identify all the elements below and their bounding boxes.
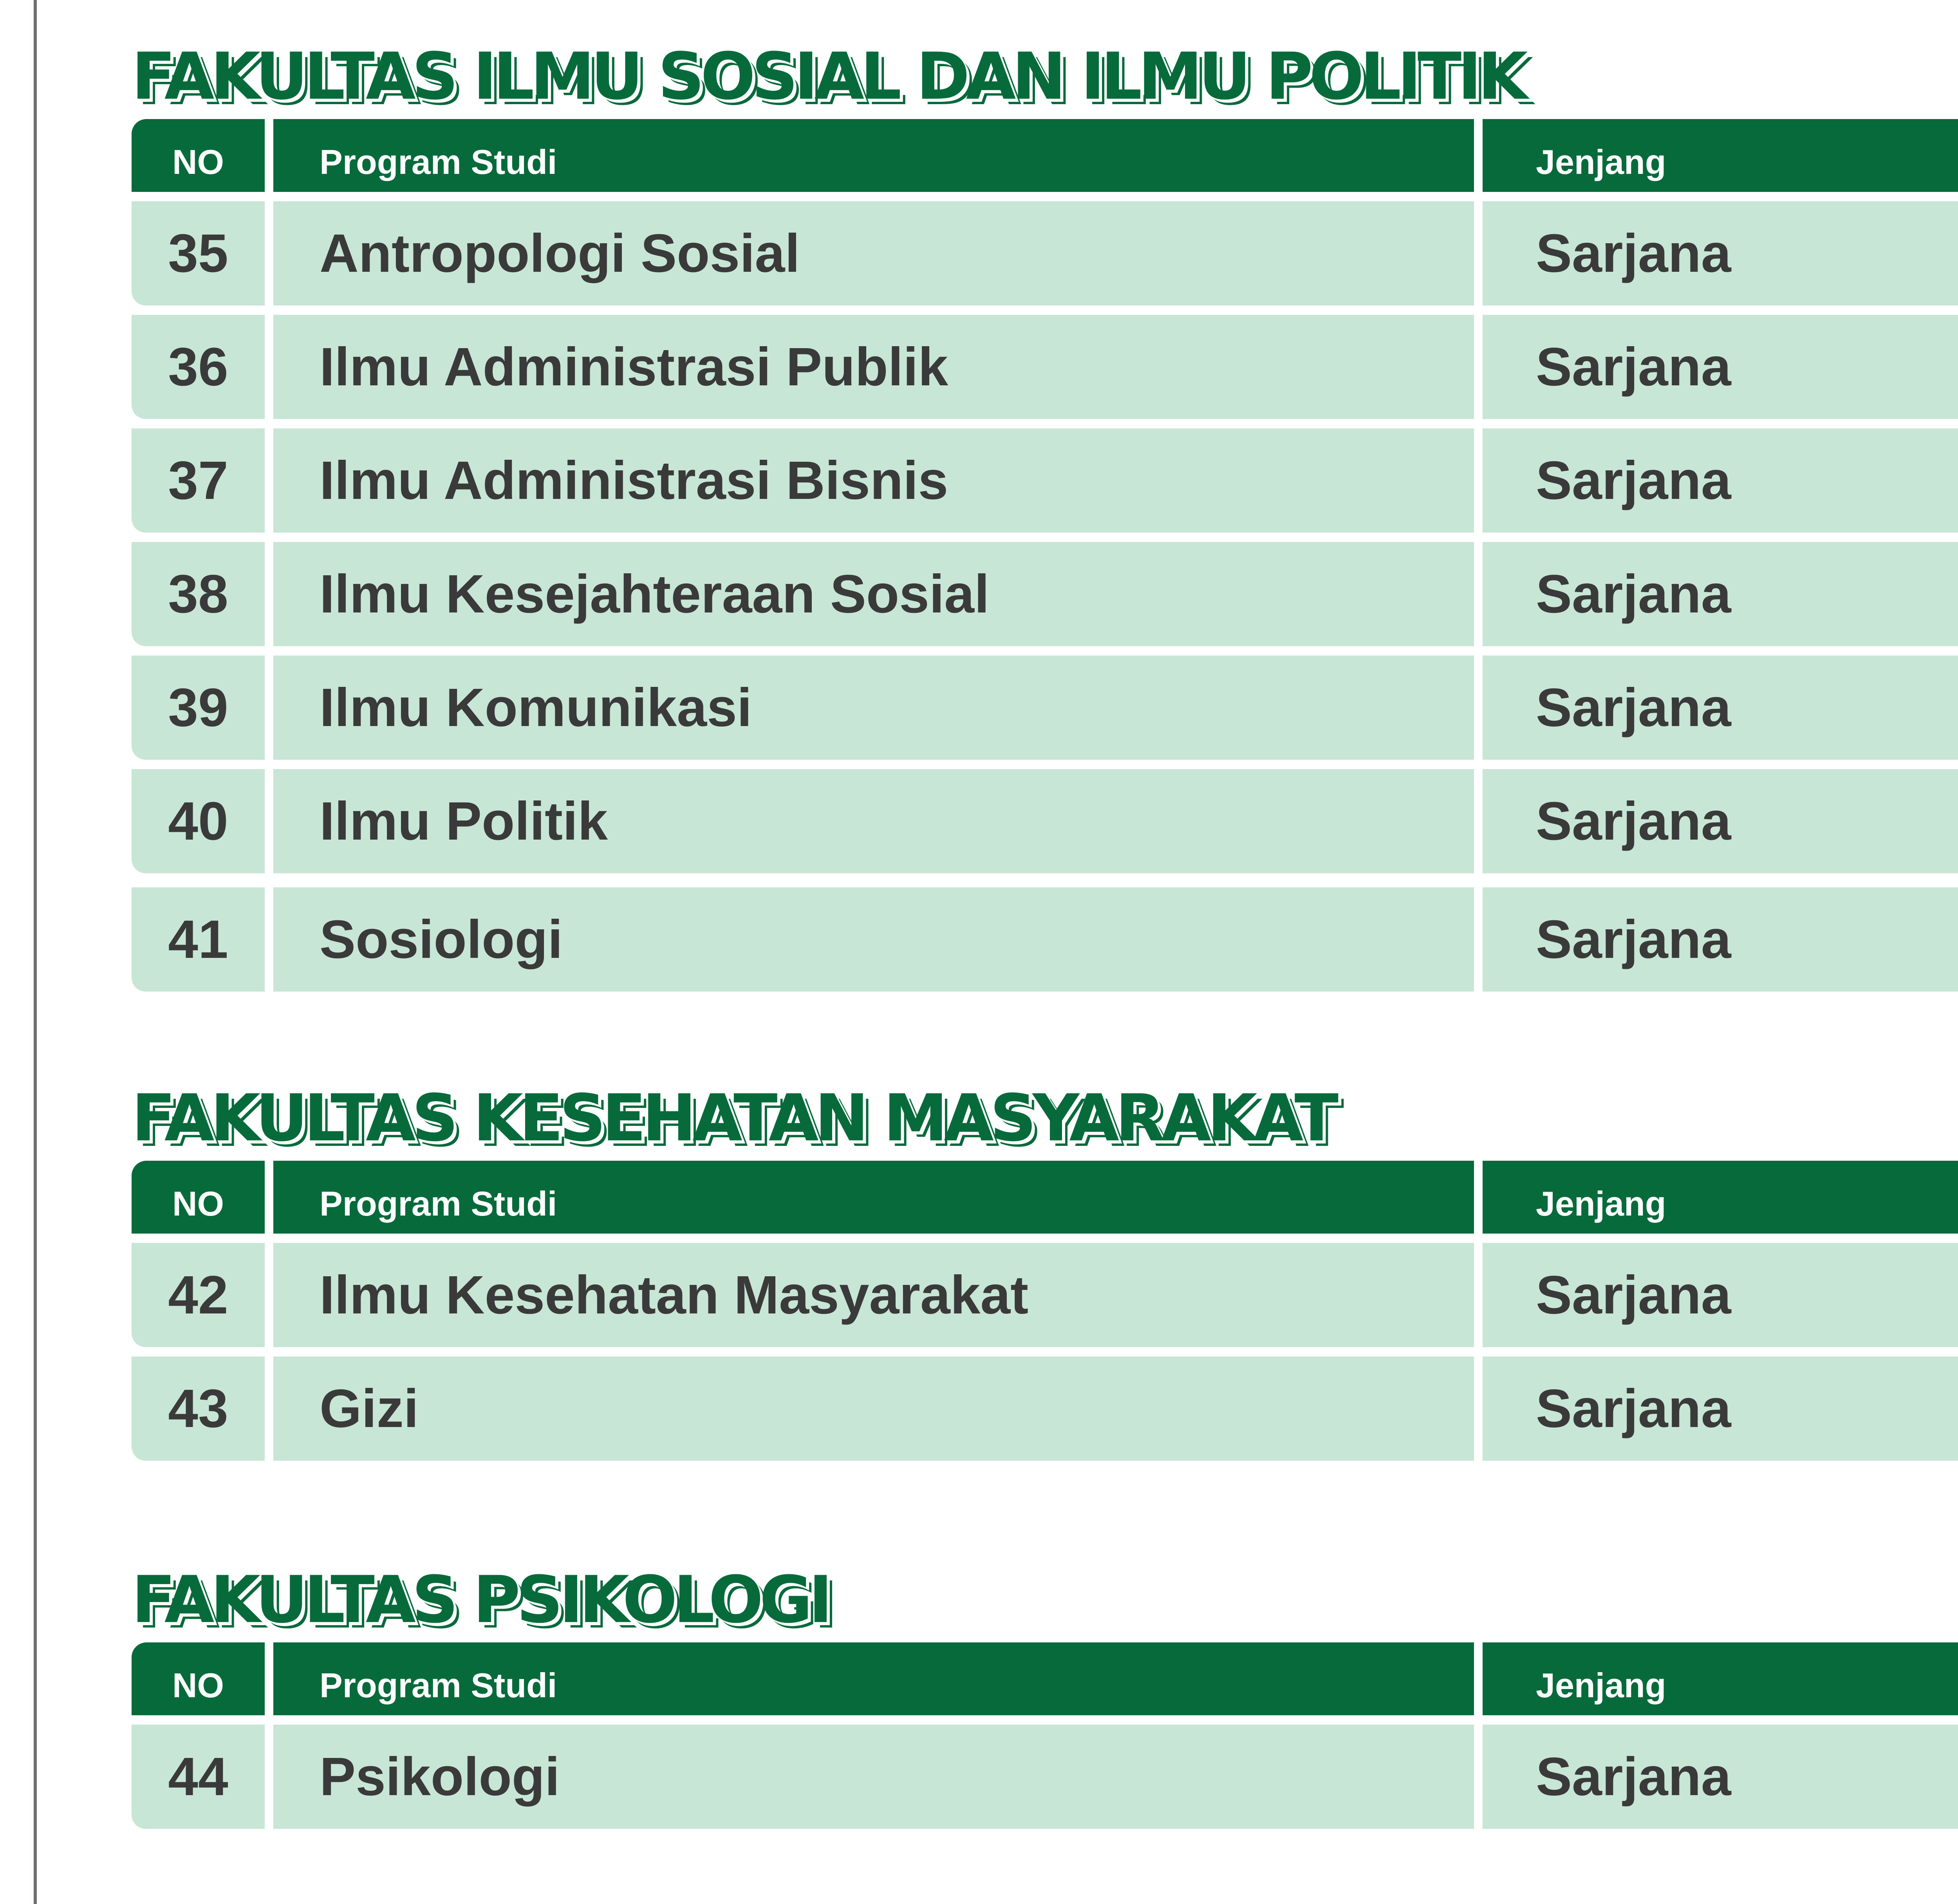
- faculty-section-fisip: [132, 39, 1958, 1001]
- table-header: [132, 1161, 1958, 1234]
- table-row: [132, 1357, 1958, 1461]
- table-row: [132, 542, 1958, 646]
- row-jenjang: Sarjana: [1483, 656, 1958, 760]
- row-jenjang: Sarjana: [1483, 887, 1958, 992]
- table-row: [132, 428, 1958, 533]
- row-jenjang: Sarjana: [1483, 315, 1958, 419]
- table-row: [132, 315, 1958, 419]
- row-no: 43: [132, 1357, 265, 1461]
- row-program: Ilmu Politik: [273, 769, 1474, 873]
- row-no: 37: [132, 428, 265, 533]
- table-row: [132, 1243, 1958, 1347]
- column-header-program: Program Studi: [273, 119, 1474, 192]
- faculty-section-psikologi: [132, 1563, 1958, 1838]
- row-program: Gizi: [273, 1357, 1474, 1461]
- row-no: 42: [132, 1243, 265, 1347]
- row-jenjang: Sarjana: [1483, 201, 1958, 305]
- column-header-jenjang: Jenjang: [1483, 1642, 1958, 1715]
- row-jenjang: Sarjana: [1483, 428, 1958, 533]
- table-header: [132, 1642, 1958, 1715]
- row-program: Ilmu Administrasi Bisnis: [273, 428, 1474, 533]
- faculty-title: FAKULTAS KESEHATAN MASYARAKAT: [132, 1080, 1335, 1156]
- row-no: 41: [132, 887, 265, 992]
- row-no: 35: [132, 201, 265, 305]
- table-row: [132, 1725, 1958, 1829]
- column-header-program: Program Studi: [273, 1642, 1474, 1715]
- column-header-jenjang: Jenjang: [1483, 119, 1958, 192]
- row-program: Psikologi: [273, 1725, 1474, 1829]
- row-program: Antropologi Sosial: [273, 201, 1474, 305]
- column-header-program: Program Studi: [273, 1161, 1474, 1234]
- row-jenjang: Sarjana: [1483, 542, 1958, 646]
- column-header-jenjang: Jenjang: [1483, 1161, 1958, 1234]
- table-header: [132, 119, 1958, 192]
- row-program: Sosiologi: [273, 887, 1474, 992]
- row-no: 44: [132, 1725, 265, 1829]
- row-program: Ilmu Kesejahteraan Sosial: [273, 542, 1474, 646]
- study-program-table: [132, 1642, 1958, 1829]
- row-jenjang: Sarjana: [1483, 1357, 1958, 1461]
- column-header-no: NO: [132, 1642, 265, 1715]
- row-no: 39: [132, 656, 265, 760]
- row-no: 40: [132, 769, 265, 873]
- row-jenjang: Sarjana: [1483, 1725, 1958, 1829]
- column-header-no: NO: [132, 1161, 265, 1234]
- table-row: [132, 201, 1958, 305]
- row-no: 36: [132, 315, 265, 419]
- row-no: 38: [132, 542, 265, 646]
- row-jenjang: Sarjana: [1483, 769, 1958, 873]
- row-program: Ilmu Komunikasi: [273, 656, 1474, 760]
- study-program-table: [132, 119, 1958, 992]
- row-jenjang: Sarjana: [1483, 1243, 1958, 1347]
- row-program: Ilmu Administrasi Publik: [273, 315, 1474, 419]
- column-header-no: NO: [132, 119, 265, 192]
- table-row: [132, 769, 1958, 873]
- study-program-table: [132, 1161, 1958, 1461]
- row-program: Ilmu Kesehatan Masyarakat: [273, 1243, 1474, 1347]
- table-row: [132, 887, 1958, 992]
- table-row: [132, 656, 1958, 760]
- faculty-section-fkm: [132, 1081, 1958, 1470]
- faculty-title: FAKULTAS PSIKOLOGI: [132, 1562, 829, 1637]
- faculty-title: FAKULTAS ILMU SOSIAL DAN ILMU POLITIK: [132, 39, 1524, 114]
